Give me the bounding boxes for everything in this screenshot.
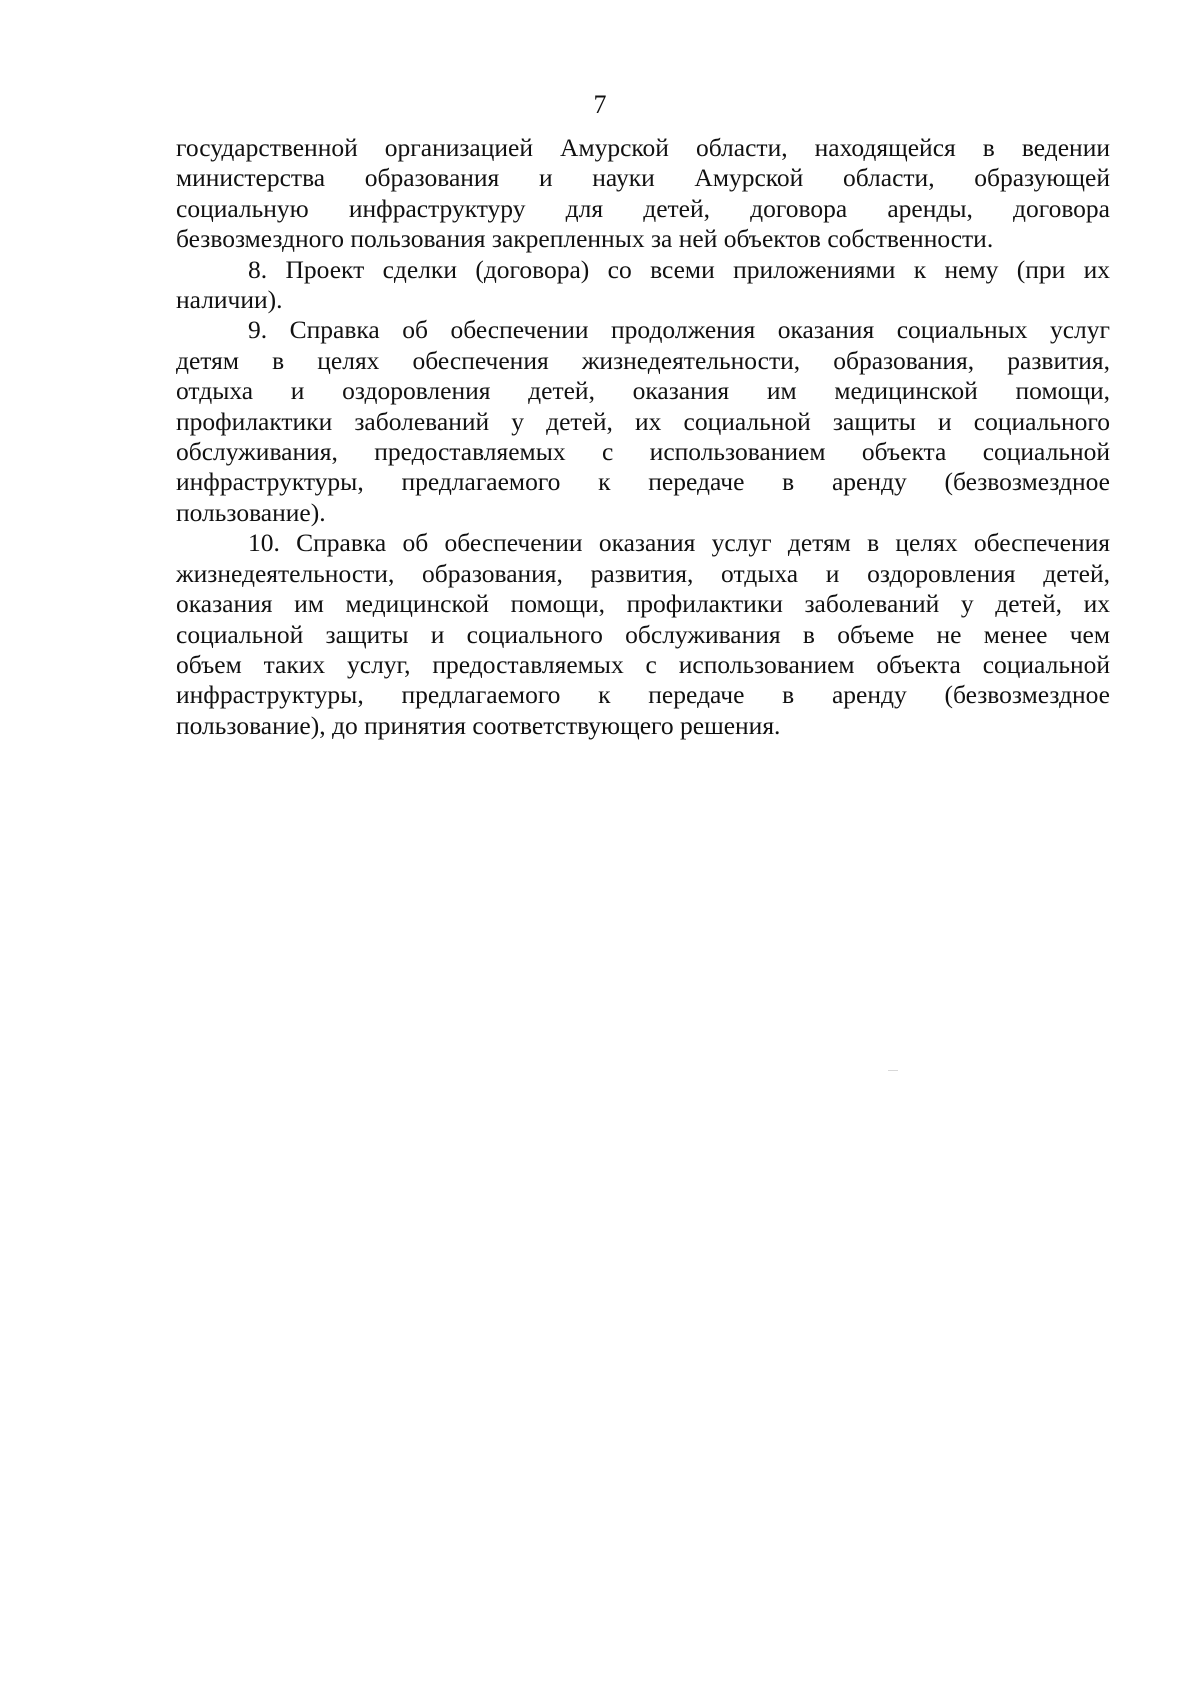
text-line: профилактики заболеваний у детей, их социальной защиты и социального — [176, 406, 1110, 436]
paragraph-item-8 — [176, 255, 1110, 316]
text-line: оказания им медицинской помощи, профилактики заболеваний у детей, их — [176, 589, 1110, 619]
text-line: социальную инфраструктуру для детей, договора аренды, договора — [176, 193, 1110, 223]
page-number: 7 — [593, 90, 607, 119]
text-line: пользование), до принятия соответствующего решения. — [176, 710, 781, 740]
text-line: 10. Справка об обеспечении оказания услуг детям в целях обеспечения — [248, 528, 1110, 558]
text-line: детям в целях обеспечения жизнедеятельности, образования, развития, — [176, 345, 1110, 375]
text-line: 9. Справка об обеспечении продолжения оказания социальных услуг — [248, 315, 1110, 345]
text-line: государственной организацией Амурской области, находящейся в ведении — [176, 133, 1110, 162]
document-body — [176, 133, 1110, 741]
scan-artifact — [888, 1070, 898, 1071]
text-line: социальной защиты и социального обслуживания в объеме не менее чем — [176, 619, 1110, 649]
text-line: безвозмездного пользования закрепленных за ней объектов собственности. — [176, 224, 994, 254]
paragraph-continuation — [176, 133, 1110, 255]
text-line: пользование). — [176, 497, 326, 527]
text-line: 8. Проект сделки (договора) со всеми приложениями к нему (при их — [248, 254, 1110, 284]
text-line: отдыха и оздоровления детей, оказания им медицинской помощи, — [176, 376, 1110, 406]
text-line: наличии). — [176, 285, 283, 315]
text-line: министерства образования и науки Амурской области, образующей — [176, 163, 1110, 193]
text-line: обслуживания, предоставляемых с использованием объекта социальной — [176, 437, 1110, 467]
text-line: инфраструктуры, предлагаемого к передаче в аренду (безвозмездное — [176, 467, 1110, 497]
text-line: инфраструктуры, предлагаемого к передаче в аренду (безвозмездное — [176, 680, 1110, 710]
text-line: объем таких услуг, предоставляемых с использованием объекта социальной — [176, 649, 1110, 679]
paragraph-item-9 — [176, 315, 1110, 528]
text-line: жизнедеятельности, образования, развития, отдыха и оздоровления детей, — [176, 558, 1110, 588]
paragraph-item-10 — [176, 528, 1110, 741]
